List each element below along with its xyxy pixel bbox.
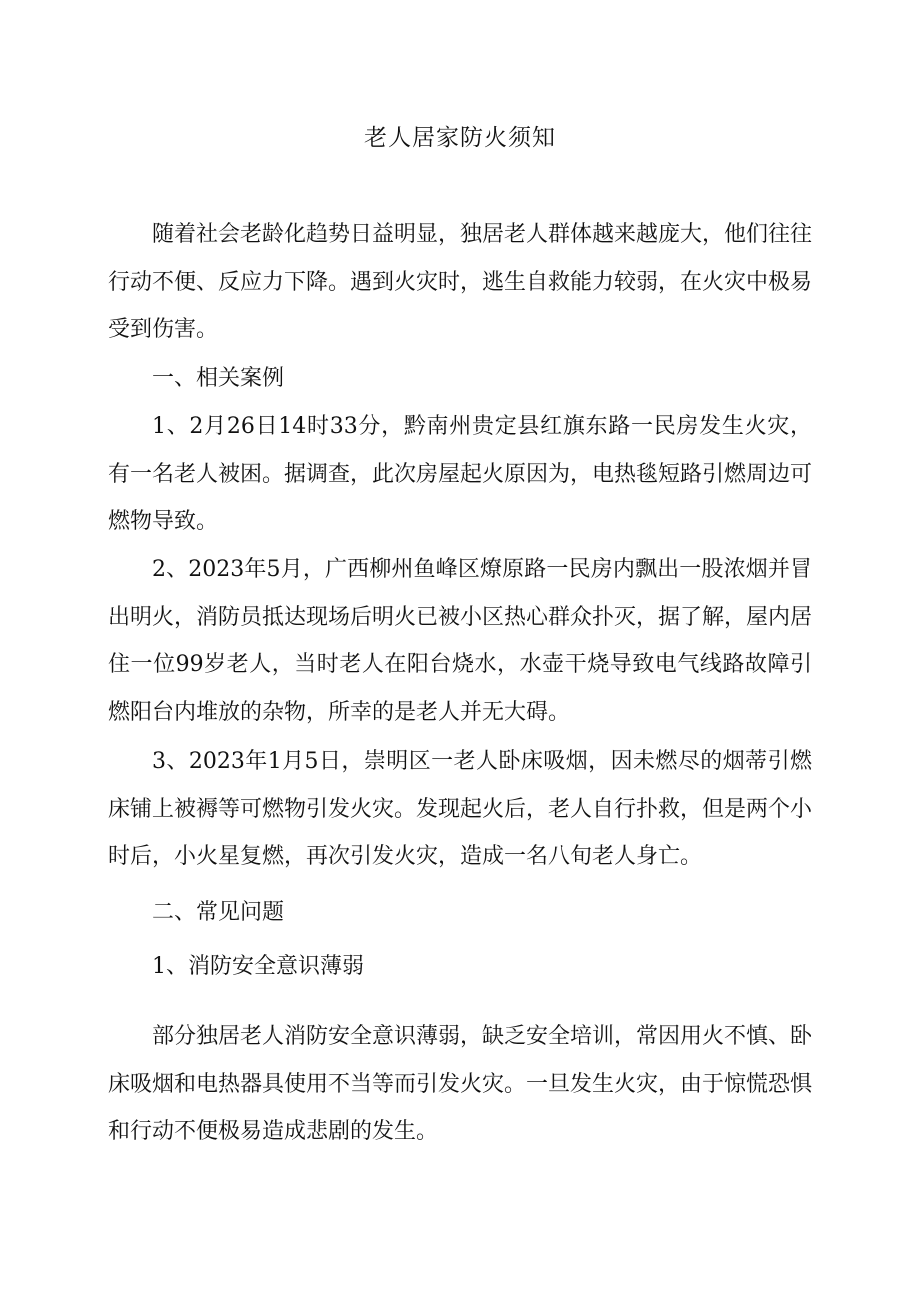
- case-paragraph-3: 3、2023年1月5日，崇明区一老人卧床吸烟，因未燃尽的烟蒂引燃床铺上被褥等可燃物引发火灾。发现起火后，老人自行扑救，但是两个小时后，小火星复燃，再次引发火灾，造成一名八旬老人身亡。: [108, 749, 813, 869]
- case-paragraph-1: 1、2月26日14时33分，黔南州贵定县红旗东路一民房发生火灾，有一名老人被困。据调查，此次房屋起火原因为，电热毯短路引燃周边可燃物导致。: [108, 414, 813, 534]
- intro-paragraph: 随着社会老龄化趋势日益明显，独居老人群体越来越庞大，他们往往行动不便、反应力下降。遇到火灾时，逃生自救能力较弱，在火灾中极易受到伤害。: [108, 222, 813, 342]
- section-heading-problems: 二、常见问题: [152, 900, 285, 925]
- subheading-awareness: 1、消防安全意识薄弱: [152, 954, 364, 979]
- case-paragraph-2: 2、2023年5月，广西柳州鱼峰区燎原路一民房内飘出一股浓烟并冒出明火，消防员抵达现场后明火已被小区热心群众扑灭，据了解，屋内居住一位99岁老人，当时老人在阳台烧水，水壶干烧导致电气线路故障引燃阳台内堆放的杂物，所幸的是老人并无大碍。: [108, 557, 813, 725]
- document-title: 老人居家防火须知: [364, 125, 556, 151]
- section-heading-cases: 一、相关案例: [152, 366, 285, 391]
- awareness-paragraph: 部分独居老人消防安全意识薄弱，缺乏安全培训，常因用火不慎、卧床吸烟和电热器具使用不当等而引发火灾。一旦发生火灾，由于惊慌恐惧和行动不便极易造成悲剧的发生。: [108, 1024, 813, 1144]
